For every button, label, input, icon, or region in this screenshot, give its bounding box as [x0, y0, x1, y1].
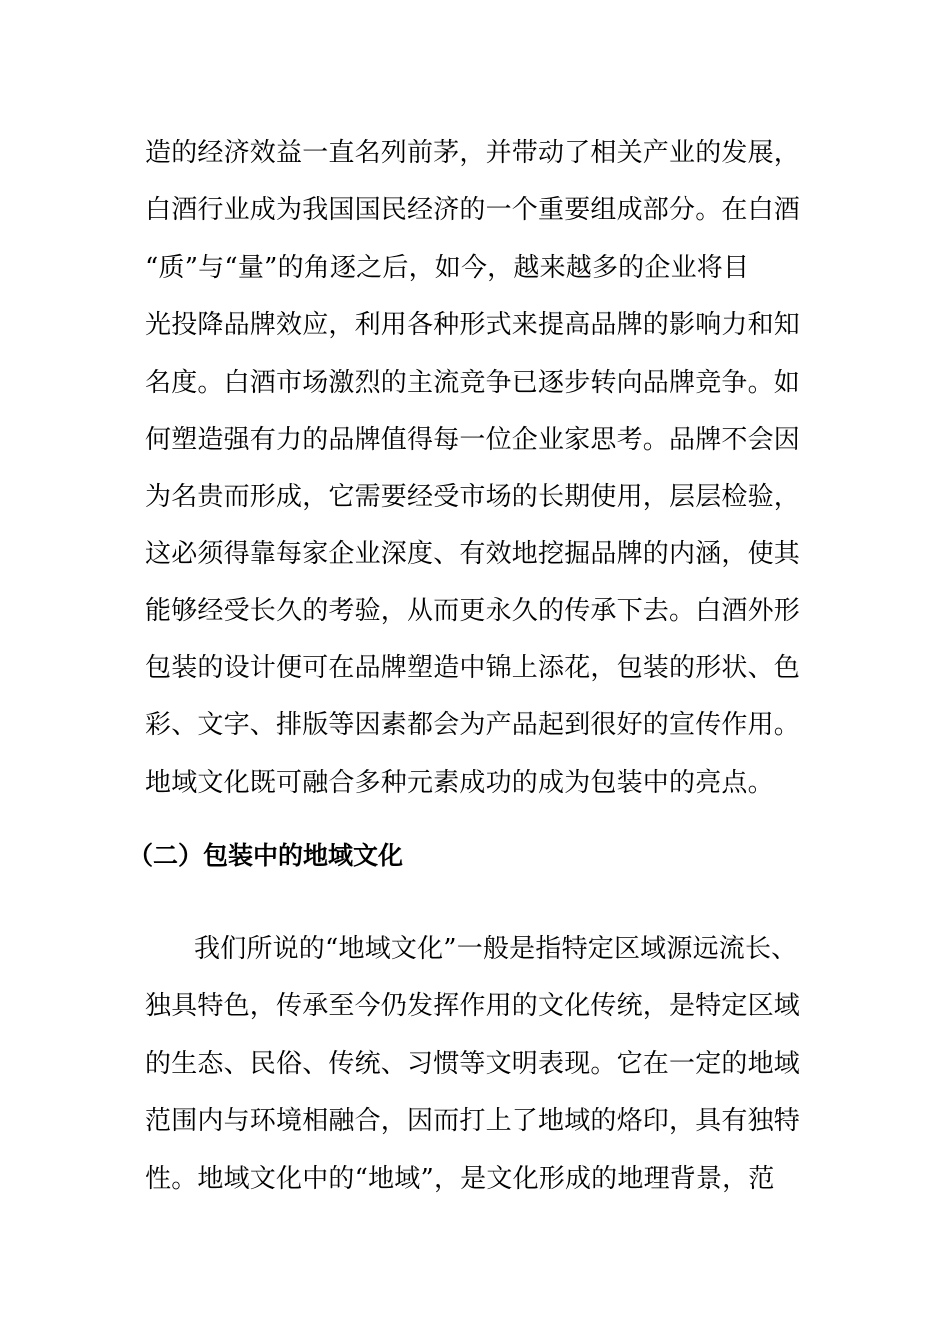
paragraph-2-line-3: 的生态、民俗、传统、习惯等文明表现。它在一定的地域: [145, 1049, 801, 1079]
paragraph-2-line-2: 独具特色，传承至今仍发挥作用的文化传统，是特定区域: [145, 991, 801, 1021]
paragraph-1-line-11: 彩、文字、排版等因素都会为产品起到很好的宣传作用。: [145, 710, 801, 740]
paragraph-2-line-1: 我们所说的“地域文化”一般是指特定区域源远流长、: [194, 934, 798, 964]
paragraph-1-line-3: “质”与“量”的角逐之后，如今，越来越多的企业将目: [145, 253, 750, 283]
paragraph-1-line-8: 这必须得靠每家企业深度、有效地挖掘品牌的内涵，使其: [145, 539, 801, 569]
paragraph-1-line-6: 何塑造强有力的品牌值得每一位企业家思考。品牌不会因: [145, 425, 801, 455]
section-heading: （二）包装中的地域文化: [128, 841, 404, 870]
paragraph-1-line-9: 能够经受长久的考验，从而更永久的传承下去。白酒外形: [145, 596, 801, 626]
paragraph-1-line-1: 造的经济效益一直名列前茅，并带动了相关产业的发展，: [145, 138, 801, 168]
paragraph-1-line-5: 名度。白酒市场激烈的主流竞争已逐步转向品牌竞争。如: [145, 368, 801, 398]
paragraph-1-line-2: 白酒行业成为我国国民经济的一个重要组成部分。在白酒: [145, 195, 801, 225]
paragraph-2-line-4: 范围内与环境相融合，因而打上了地域的烙印，具有独特: [145, 1106, 801, 1136]
paragraph-2-line-5: 性。地域文化中的“地域”，是文化形成的地理背景，范: [145, 1164, 775, 1194]
paragraph-1-line-12: 地域文化既可融合多种元素成功的成为包装中的亮点。: [145, 768, 774, 798]
paragraph-1-line-10: 包装的设计便可在品牌塑造中锦上添花，包装的形状、色: [145, 653, 801, 683]
paragraph-1-line-7: 为名贵而形成，它需要经受市场的长期使用，层层检验，: [145, 482, 801, 512]
paragraph-1-line-4: 光投降品牌效应，利用各种形式来提高品牌的影响力和知: [145, 310, 801, 340]
